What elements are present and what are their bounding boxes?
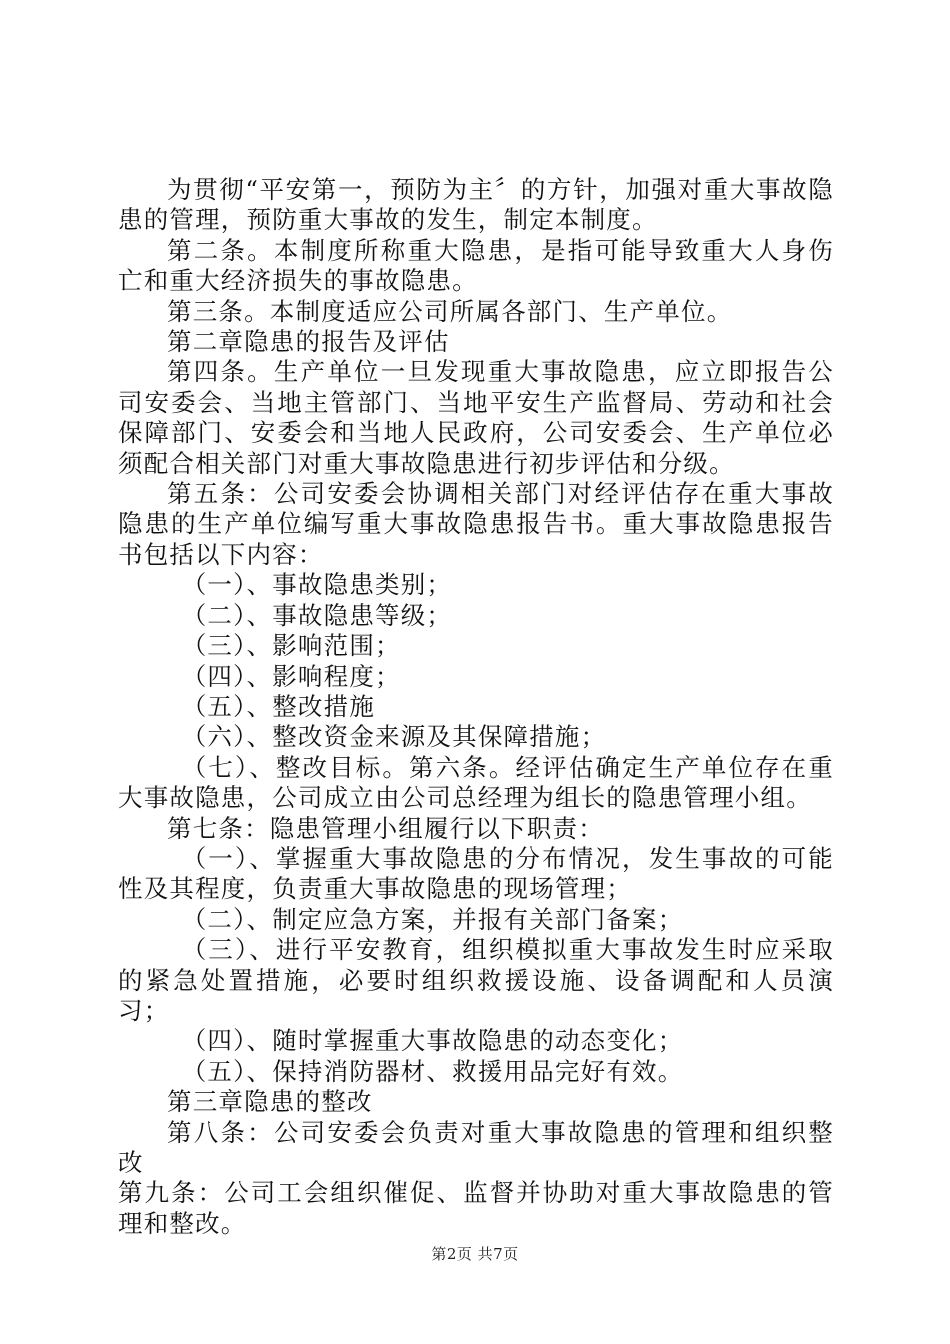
paragraph: 第二条。本制度所称重大隐患，是指可能导致重大人身伤亡和重大经济损失的事故隐患。 xyxy=(118,235,834,296)
paragraph: （三）、影响范围； xyxy=(181,631,401,661)
paragraph: （四）、影响程度； xyxy=(181,661,401,691)
paragraph: （五）、整改措施 xyxy=(181,691,376,721)
paragraph: 为贯彻“平安第一，预防为主〞的方针，加强对重大事故隐患的管理，预防重大事故的发生，制定本制度。 xyxy=(118,175,834,235)
page-footer: 第2页 共7页 xyxy=(431,1245,519,1263)
paragraph: 第九条：公司工会组织催促、监督并协助对重大事故隐患的管理和整改。 xyxy=(118,1178,834,1238)
paragraph: （七）、整改目标。第六条。经评估确定生产单位存在重大事故隐患，公司成立由公司总经理为组长的隐患管理小组。 xyxy=(118,752,834,813)
paragraph: 第七条：隐患管理小组履行以下职责： xyxy=(167,813,604,843)
paragraph: （四）、随时掌握重大事故隐患的动态变化； xyxy=(181,1026,684,1056)
paragraph: （二）、事故隐患等级； xyxy=(181,600,453,630)
paragraph: 第四条。生产单位一旦发现重大事故隐患，应立即报告公司安委会、当地主管部门、当地平安生产监督局、劳动和社会保障部门、安委会和当地人民政府，公司安委会、生产单位必须配合相关部门对重大事故隐患进行初步评估和分级。 xyxy=(118,357,834,478)
paragraph: 第五条：公司安委会协调相关部门对经评估存在重大事故隐患的生产单位编写重大事故隐患报告书。重大事故隐患报告书包括以下内容： xyxy=(118,479,834,569)
paragraph: （三）、进行平安教育，组织模拟重大事故发生时应采取的紧急处置措施，必要时组织救援设施、设备调配和人员演习； xyxy=(118,935,834,1025)
paragraph: （六）、整改资金来源及其保障措施； xyxy=(181,722,607,752)
paragraph: （一）、事故隐患类别； xyxy=(181,570,453,600)
paragraph: 第八条：公司安委会负责对重大事故隐患的管理和组织整改 xyxy=(118,1117,834,1177)
paragraph: （五）、保持消防器材、救援用品完好有效。 xyxy=(181,1056,684,1086)
paragraph: （二）、制定应急方案，并报有关部门备案； xyxy=(181,904,684,934)
paragraph: 第三章隐患的整改 xyxy=(167,1087,373,1117)
paragraph: 第三条。本制度适应公司所属各部门、生产单位。 xyxy=(167,296,733,326)
paragraph: 第二章隐患的报告及评估 xyxy=(167,327,450,357)
paragraph: （一）、掌握重大事故隐患的分布情况，发生事故的可能性及其程度，负责重大事故隐患的现场管理； xyxy=(118,843,834,904)
document-body xyxy=(118,175,834,1239)
